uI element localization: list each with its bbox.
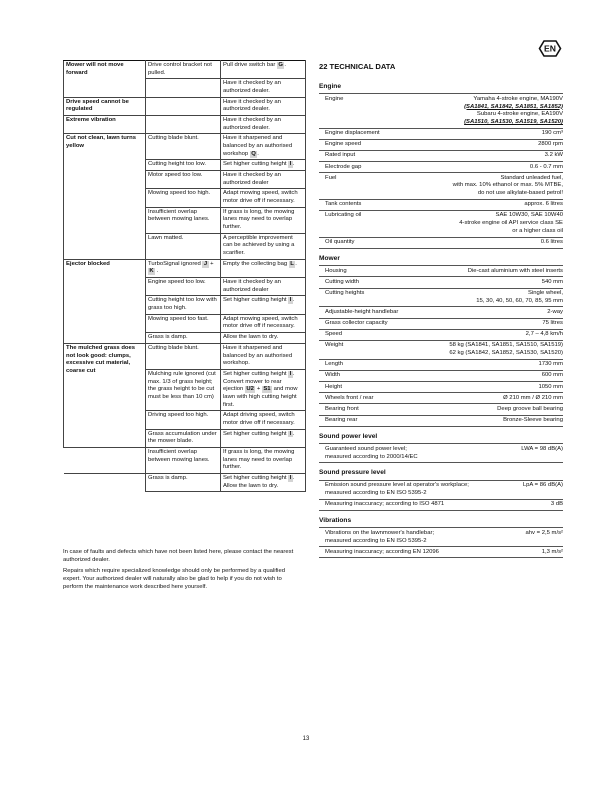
- remedy-cell: Empty the collecting bag L.: [221, 259, 306, 277]
- key-label: Q: [251, 150, 256, 157]
- key-label: I: [289, 161, 292, 168]
- cause-cell: Insufficient overlap between mowing lanes.: [146, 447, 221, 473]
- spec-row: Tank contents approx. 6 litres: [319, 199, 563, 210]
- remedy-cell: Adapt driving speed, switch motor drive off if necessary.: [221, 411, 306, 429]
- note-paragraph: In case of faults and defects which have not been listed here, please contact the nearest authorized dealer.: [63, 549, 294, 563]
- spec-row: Lubricating oil SAE 10W30, SAE 10W40 4-stroke engine oil API service class SE or a higher class oil: [319, 210, 563, 237]
- cause-cell: TurboSignal ignored J + K .: [146, 259, 221, 277]
- cause-cell: Cutting height too low.: [146, 160, 221, 171]
- spec-row: Oil quantity 0.6 litres: [319, 237, 563, 248]
- spec-row: Grass collector capacity 75 litres: [319, 318, 563, 329]
- key-label: I: [289, 297, 292, 304]
- problem-cell: Mower will not move forward: [64, 61, 146, 98]
- spec-row: Engine Yamaha 4-stroke engine, MA190V (SA1841, SA1842, SA1851, SA1852) Subaru 4-stroke engine, EA190V (SA1510, SA1530, SA1519, SA1520): [319, 93, 563, 127]
- spec-row: Bearing rear Bronze-Sleeve bearing: [319, 415, 563, 426]
- remedy-cell: Set higher cutting height I.: [221, 160, 306, 171]
- remedy-cell: Set higher cutting height I.: [221, 429, 306, 447]
- language-badge: [538, 39, 562, 58]
- spec-row: Engine displacement 190 cm³: [319, 128, 563, 139]
- section-title: 22 TECHNICAL DATA: [319, 62, 396, 71]
- spec-row: Engine speed 2800 rpm: [319, 139, 563, 150]
- remedy-cell: Have it sharpened and balanced by an authorised workshop Q.: [221, 134, 306, 160]
- key-label: I: [289, 430, 292, 437]
- problem-cell: Extreme vibration: [64, 116, 146, 134]
- remedy-cell: Set higher cutting height I.: [221, 296, 306, 314]
- spec-row: Height 1050 mm: [319, 381, 563, 392]
- sound-pressure-table: [319, 480, 563, 511]
- spec-row: Emission sound pressure level at operator's workplace; measured according to EN ISO 5395-2 LpA = 86 dB(A): [319, 480, 563, 499]
- sound-power-heading: Sound power level: [319, 432, 378, 440]
- cause-cell: Motor speed too low.: [146, 171, 221, 189]
- spec-row: Wheels front / rear Ø 210 mm / Ø 210 mm: [319, 392, 563, 403]
- spec-row: Rated input 3.2 kW: [319, 150, 563, 161]
- remedy-cell: Set higher cutting height I. Allow the lawn to dry.: [221, 473, 306, 491]
- spec-row: Guaranteed sound power level; measured according to 2000/14/EC LWA = 98 dB(A): [319, 443, 563, 462]
- remedy-cell: Adapt mowing speed, switch motor drive off if necessary.: [221, 314, 306, 332]
- problem-cell: The mulched grass does not look good: clumps, excessive cut material, coarse cut: [64, 343, 146, 447]
- cause-cell: [146, 97, 221, 115]
- cause-cell: Grass accumulation under the mower blade.: [146, 429, 221, 447]
- cause-cell: Mowing speed too fast.: [146, 314, 221, 332]
- key-label: G: [278, 62, 284, 68]
- cause-cell: Mowing speed too high.: [146, 189, 221, 207]
- remedy-cell: Have it checked by an authorized dealer.: [221, 97, 306, 115]
- remedy-cell: Pull drive switch bar G.: [221, 61, 306, 79]
- cause-cell: Grass is damp.: [146, 473, 221, 491]
- cause-cell: Lawn matted.: [146, 233, 221, 259]
- remedy-cell: A perceptible improvement can be achieved by using a scarifier.: [221, 233, 306, 259]
- remedy-cell: Have it checked by an authorized dealer: [221, 278, 306, 296]
- spec-row: Cutting heights Single wheel, 15, 30, 40, 50, 60, 70, 85, 95 mm: [319, 288, 563, 307]
- svg-text:EN: EN: [544, 43, 556, 54]
- spec-row: Housing Die-cast aluminium with steel inserts: [319, 265, 563, 276]
- table-row: [64, 134, 306, 160]
- remedy-cell: Allow the lawn to dry.: [221, 333, 306, 344]
- table-row: [64, 447, 306, 473]
- table-row: [64, 343, 306, 369]
- key-label: J: [203, 260, 208, 267]
- problem-cell: Drive speed cannot be regulated: [64, 97, 146, 115]
- spec-row: Measuring inaccuracy; according EN 12096 1,3 m/s²: [319, 546, 563, 557]
- table-row: [64, 116, 306, 134]
- table-row: [64, 61, 306, 79]
- spec-row: Measuring inaccuracy; according to ISO 4871 3 dB: [319, 499, 563, 510]
- cause-cell: Engine speed too low.: [146, 278, 221, 296]
- remedy-cell: Have it checked by an authorized dealer: [221, 171, 306, 189]
- vibrations-table: [319, 527, 563, 558]
- remedy-cell: Have it checked by an authorized dealer.: [221, 79, 306, 97]
- spec-row: Vibrations on the lawnmower's handlebar; measured according to EN ISO 5395-2 ahv = 2,5 m/s²: [319, 527, 563, 546]
- cause-cell: Mulching rule ignored (cut max. 1/3 of grass height; the grass height to be cut must be less than 10 cm): [146, 369, 221, 410]
- mower-heading: Mower: [319, 254, 340, 262]
- cause-cell: Insufficient overlap between mowing lanes.: [146, 207, 221, 233]
- spec-row: Fuel Standard unleaded fuel, with max. 10% ethanol or max. 5% MTBE, do not use alkylate-based petrol!: [319, 172, 563, 199]
- page-number: 13: [302, 736, 310, 742]
- language-badge-icon: [538, 39, 562, 58]
- key-label: S1: [263, 386, 271, 393]
- remedy-cell: Have it checked by an authorized dealer.: [221, 116, 306, 134]
- key-label: K: [149, 268, 154, 275]
- cause-cell: Grass is damp.: [146, 333, 221, 344]
- vibrations-heading: Vibrations: [319, 516, 352, 524]
- troubleshooting-table: [63, 60, 306, 492]
- table-row: [64, 97, 306, 115]
- spec-row: Width 600 mm: [319, 370, 563, 381]
- spec-row: Adjustable-height handlebar 2-way: [319, 306, 563, 317]
- key-label: I: [289, 474, 292, 481]
- spec-row: Cutting width 540 mm: [319, 276, 563, 287]
- remedy-cell: If grass is long, the mowing lanes may need to overlap further.: [221, 207, 306, 233]
- cause-cell: Cutting height too low with grass too high.: [146, 296, 221, 314]
- cause-cell: Drive control bracket not pulled.: [146, 61, 221, 79]
- table-row: [64, 473, 306, 491]
- spec-row: Electrode gap 0.6 - 0.7 mm: [319, 161, 563, 172]
- cause-cell: [146, 116, 221, 134]
- key-label: L: [290, 260, 294, 267]
- table-row: [64, 259, 306, 277]
- cause-cell: Driving speed too high.: [146, 411, 221, 429]
- problem-cell: Cut not clean, lawn turns yellow: [64, 134, 146, 259]
- spec-row: Length 1730 mm: [319, 359, 563, 370]
- spec-row: Bearing front Deep groove ball bearing: [319, 403, 563, 414]
- remedy-cell: Set higher cutting height I. Convert mower to rear ejection U2 + S1 and mow lawn with high cutting height first.: [221, 369, 306, 410]
- sound-pressure-heading: Sound pressure level: [319, 469, 386, 477]
- cause-cell: [146, 79, 221, 97]
- remedy-cell: Have it sharpened and balanced by an authorised workshop.: [221, 343, 306, 369]
- cause-cell: Cutting blade blunt.: [146, 343, 221, 369]
- troubleshooting-notes: [63, 549, 303, 595]
- note-paragraph: Repairs which require specialized knowledge should only be performed by a qualified expert. Your authorized dealer will naturally also be glad to help if you do not wish to perform the maintenance work described here yourself.: [63, 567, 286, 590]
- spec-row: Speed 2,7 – 4,8 km/h: [319, 329, 563, 340]
- remedy-cell: If grass is long, the mowing lanes may need to overlap further.: [221, 447, 306, 473]
- sound-power-table: [319, 443, 563, 463]
- engine-heading: Engine: [319, 82, 341, 90]
- key-label: U2: [246, 386, 254, 393]
- engine-table: [319, 93, 563, 248]
- mower-table: [319, 265, 563, 427]
- technical-data: [319, 62, 563, 558]
- key-label: I: [289, 370, 292, 377]
- remedy-cell: Adapt mowing speed, switch motor drive off if necessary.: [221, 189, 306, 207]
- cause-cell: Cutting blade blunt.: [146, 134, 221, 160]
- problem-cell: Ejector blocked: [64, 259, 146, 343]
- spec-row: Weight 58 kg (SA1841, SA1851, SA1510, SA1519) 62 kg (SA1842, SA1852, SA1530, SA1520): [319, 340, 563, 359]
